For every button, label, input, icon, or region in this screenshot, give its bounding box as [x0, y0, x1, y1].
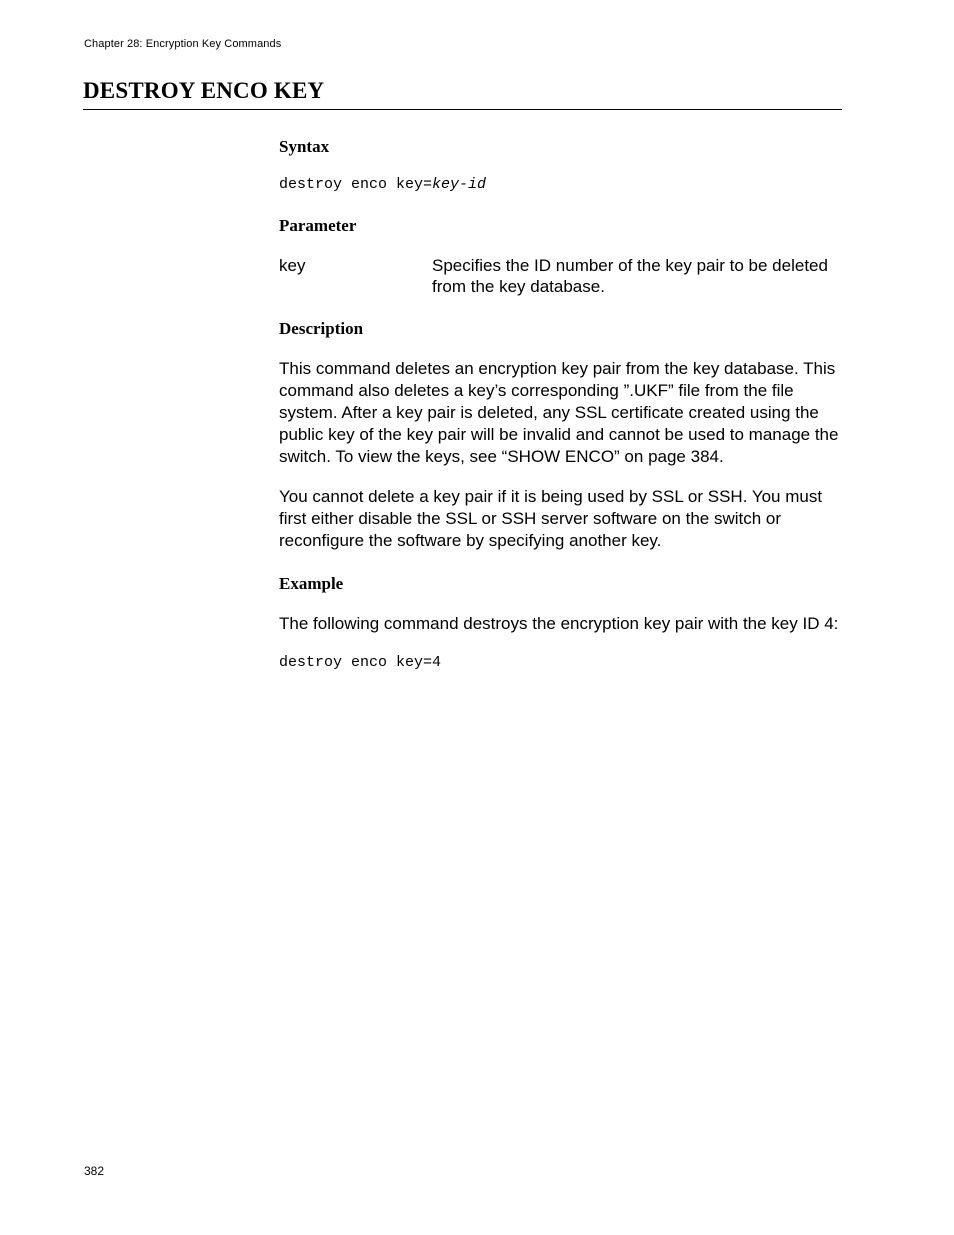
- example-command: destroy enco key=4: [279, 654, 442, 671]
- description-paragraph: This command deletes an encryption key pair from the key database. This command also deletes a key’s corresponding ”.UKF” file from the file system. After a key pair is deleted, any SSL certificate created using the public key of the key pair will be invalid and cannot be used to manage the switch. To view the keys, see “SHOW ENCO” on page 384.: [279, 359, 839, 466]
- content-column: [279, 136, 845, 673]
- running-header: Chapter 28: Encryption Key Commands: [84, 38, 282, 50]
- syntax-command-prefix: destroy enco key=: [279, 176, 433, 193]
- parameter-row: [279, 255, 845, 297]
- description-heading: Description: [279, 319, 364, 338]
- syntax-heading: Syntax: [279, 137, 330, 156]
- title-rule: [83, 109, 842, 110]
- parameter-heading: Parameter: [279, 216, 357, 235]
- syntax-command: [279, 175, 845, 195]
- parameter-description: Specifies the ID number of the key pair to be deleted from the key database.: [432, 256, 828, 296]
- example-text: The following command destroys the encryption key pair with the key ID 4:: [279, 614, 839, 633]
- description-paragraph: You cannot delete a key pair if it is being used by SSL or SSH. You must first either disable the SSL or SSH server software on the switch or reconfigure the software by specifying another key.: [279, 487, 823, 550]
- page-number: 382: [84, 1164, 105, 1178]
- parameter-name: key: [279, 256, 306, 275]
- page-title: DESTROY ENCO KEY: [83, 78, 325, 103]
- syntax-command-param: key-id: [432, 176, 487, 193]
- example-heading: Example: [279, 574, 344, 593]
